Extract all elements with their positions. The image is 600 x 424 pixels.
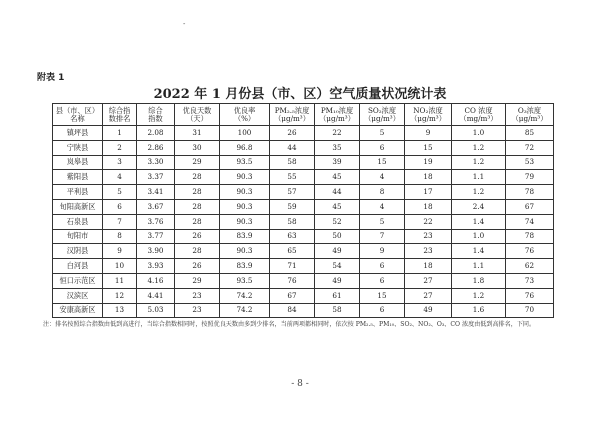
table-cell: 71	[270, 259, 315, 274]
table-cell: 53	[506, 155, 554, 170]
table-cell: 19	[405, 155, 452, 170]
table-cell: 50	[315, 229, 360, 244]
table-cell: 63	[270, 229, 315, 244]
table-cell: 67	[270, 288, 315, 303]
table-cell: 23	[175, 303, 220, 318]
table-cell: 23	[405, 229, 452, 244]
table-cell: 26	[175, 259, 220, 274]
column-header	[103, 104, 137, 126]
table-cell: 28	[175, 244, 220, 259]
table-cell: 13	[103, 303, 137, 318]
table-cell: 6	[103, 199, 137, 214]
table-cell: 1.2	[452, 185, 506, 200]
table-cell: 62	[506, 259, 554, 274]
column-header-line2: （μg/m³）	[274, 113, 310, 123]
column-header-line1: NO₂浓度	[413, 105, 443, 115]
table-cell: 3.93	[137, 259, 175, 274]
table-cell: 2.4	[452, 199, 506, 214]
table-cell: 28	[175, 199, 220, 214]
table-cell: 26	[270, 126, 315, 141]
table-cell: 6	[360, 273, 405, 288]
table-cell: 3.37	[137, 170, 175, 185]
table-row	[53, 288, 554, 303]
table-cell: 45	[315, 170, 360, 185]
air-quality-table	[52, 103, 554, 318]
column-header-line2: （%）	[233, 113, 256, 123]
county-name-cell: 白河县	[53, 259, 103, 274]
table-cell: 1.1	[452, 170, 506, 185]
column-header-line2: （μg/m³）	[364, 113, 400, 123]
column-header-line2: 指数	[148, 113, 163, 123]
table-cell: 15	[360, 155, 405, 170]
table-cell: 8	[103, 229, 137, 244]
table-cell: 49	[315, 273, 360, 288]
table-cell: 58	[270, 155, 315, 170]
table-cell: 1.2	[452, 288, 506, 303]
table-cell: 10	[103, 259, 137, 274]
table-cell: 9	[103, 244, 137, 259]
table-cell: 74.2	[220, 303, 270, 318]
column-header-line1: PM₁₀浓度	[320, 105, 354, 115]
table-cell: 76	[506, 288, 554, 303]
column-header-line1: CO 浓度	[464, 105, 493, 115]
table-row	[53, 185, 554, 200]
table-cell: 27	[405, 288, 452, 303]
county-name-cell: 平利县	[53, 185, 103, 200]
table-cell: 30	[175, 140, 220, 155]
county-name-cell: 镇坪县	[53, 126, 103, 141]
table-row	[53, 199, 554, 214]
table-cell: 85	[506, 126, 554, 141]
table-cell: 4.16	[137, 273, 175, 288]
table-cell: 76	[270, 273, 315, 288]
table-cell: 15	[360, 288, 405, 303]
table-cell: 90.3	[220, 199, 270, 214]
table-row	[53, 259, 554, 274]
footnote: 注：排名按照综合指数由低到高进行，当综合指数相同时，按照优良天数由多到少排名，当前两项都相同时，依次按 PM₂.₅、PM₁₀、SO₂、NO₂、O₃、CO 浓度由低到高排名，下同。	[43, 321, 536, 328]
column-header	[220, 104, 270, 126]
table-cell: 23	[175, 288, 220, 303]
table-cell: 3.67	[137, 199, 175, 214]
column-header	[452, 104, 506, 126]
table-cell: 2.86	[137, 140, 175, 155]
county-name-cell: 石泉县	[53, 214, 103, 229]
table-cell: 44	[315, 185, 360, 200]
county-name-cell: 恒口示范区	[53, 273, 103, 288]
table-cell: 90.3	[220, 244, 270, 259]
table-cell: 73	[506, 273, 554, 288]
table-cell: 4	[360, 199, 405, 214]
table-cell: 4.41	[137, 288, 175, 303]
table-cell: 5	[360, 126, 405, 141]
county-name-cell: 旬阳高新区	[53, 199, 103, 214]
table-cell: 100	[220, 126, 270, 141]
table-row	[53, 126, 554, 141]
table-cell: 18	[405, 199, 452, 214]
table-cell: 54	[315, 259, 360, 274]
table-cell: 90.3	[220, 214, 270, 229]
page-number: - 8 -	[291, 379, 309, 389]
table-cell: 3.76	[137, 214, 175, 229]
table-cell: 39	[315, 155, 360, 170]
table-cell: 5	[360, 214, 405, 229]
table-cell: 83.9	[220, 229, 270, 244]
table-cell: 84	[270, 303, 315, 318]
column-header	[175, 104, 220, 126]
table-cell: 72	[506, 140, 554, 155]
column-header-line2: （μg/m³）	[511, 113, 548, 123]
table-cell: 23	[405, 244, 452, 259]
table-body	[53, 126, 554, 318]
table-cell: 58	[270, 214, 315, 229]
table-cell: 58	[315, 303, 360, 318]
county-name-cell: 岚皋县	[53, 155, 103, 170]
county-name-cell: 旬阳市	[53, 229, 103, 244]
column-header-line2: 数排名	[108, 113, 131, 123]
table-cell: 49	[315, 244, 360, 259]
column-header	[270, 104, 315, 126]
table-row	[53, 229, 554, 244]
column-header	[360, 104, 405, 126]
table-cell: 78	[506, 229, 554, 244]
header-row	[53, 104, 554, 126]
table-cell: 35	[315, 140, 360, 155]
county-name-cell: 汉阴县	[53, 244, 103, 259]
table-cell: 5	[103, 185, 137, 200]
table-cell: 83.9	[220, 259, 270, 274]
table-cell: 18	[405, 259, 452, 274]
county-name-cell: 紫阳县	[53, 170, 103, 185]
column-header-line2: （mg/m³）	[459, 113, 498, 123]
table-cell: 70	[506, 303, 554, 318]
table-cell: 1.0	[452, 126, 506, 141]
table-cell: 57	[270, 185, 315, 200]
table-row	[53, 303, 554, 318]
table-cell: 1.8	[452, 273, 506, 288]
table-cell: 3.41	[137, 185, 175, 200]
column-header-line1: 优良天数	[182, 105, 212, 115]
county-name-cell: 宁陕县	[53, 140, 103, 155]
table-cell: 2	[103, 140, 137, 155]
table-cell: 3.77	[137, 229, 175, 244]
column-header-line1: 优良率	[233, 105, 256, 115]
table-cell: 1.2	[452, 155, 506, 170]
table-cell: 11	[103, 273, 137, 288]
table-cell: 93.5	[220, 273, 270, 288]
table-cell: 45	[315, 199, 360, 214]
column-header	[506, 104, 554, 126]
table-cell: 15	[405, 140, 452, 155]
table-cell: 27	[405, 273, 452, 288]
column-header-line1: PM₂.₅浓度	[274, 105, 310, 115]
table-cell: 7	[103, 214, 137, 229]
table-cell: 2.08	[137, 126, 175, 141]
column-header-line1: 县（市、区）	[55, 105, 100, 115]
table-cell: 55	[270, 170, 315, 185]
table-cell: 65	[270, 244, 315, 259]
table-cell: 76	[506, 244, 554, 259]
table-cell: 79	[506, 170, 554, 185]
appendix-label: 附表 1	[37, 73, 65, 83]
table-row	[53, 273, 554, 288]
table-cell: 1.1	[452, 259, 506, 274]
table-cell: 3	[103, 155, 137, 170]
table-cell: 1	[103, 126, 137, 141]
column-header-line1: O₃浓度	[517, 105, 542, 115]
table-cell: 1.4	[452, 244, 506, 259]
column-header-line2: （天）	[186, 113, 208, 123]
table-cell: 74.2	[220, 288, 270, 303]
table-cell: 52	[315, 214, 360, 229]
table-cell: 22	[315, 126, 360, 141]
table-cell: 5.03	[137, 303, 175, 318]
table-cell: 6	[360, 303, 405, 318]
table-row	[53, 214, 554, 229]
table-cell: 1.0	[452, 229, 506, 244]
table-cell: 78	[506, 185, 554, 200]
column-header-line2: （μg/m³）	[410, 113, 446, 123]
column-header-line2: （μg/m³）	[319, 113, 355, 123]
table-cell: 4	[103, 170, 137, 185]
column-header-line1: SO₂浓度	[367, 105, 397, 115]
table-cell: 31	[175, 126, 220, 141]
table-cell: 29	[175, 273, 220, 288]
table-cell: 26	[175, 229, 220, 244]
table-row	[53, 244, 554, 259]
table-row	[53, 170, 554, 185]
table-cell: 9	[405, 126, 452, 141]
header-mark: -	[183, 20, 186, 28]
table-cell: 90.3	[220, 170, 270, 185]
table-cell: 9	[360, 244, 405, 259]
table-cell: 1.6	[452, 303, 506, 318]
table-cell: 59	[270, 199, 315, 214]
table-cell: 61	[315, 288, 360, 303]
column-header	[137, 104, 175, 126]
county-name-cell: 安康高新区	[53, 303, 103, 318]
column-header-line2: 名称	[70, 113, 85, 123]
column-header	[405, 104, 452, 126]
table-cell: 12	[103, 288, 137, 303]
table-cell: 28	[175, 170, 220, 185]
table-cell: 74	[506, 214, 554, 229]
table-cell: 6	[360, 259, 405, 274]
table-cell: 49	[405, 303, 452, 318]
table-cell: 28	[175, 185, 220, 200]
table-cell: 29	[175, 155, 220, 170]
column-header-line1: 综合	[148, 105, 163, 115]
table-cell: 17	[405, 185, 452, 200]
table-cell: 8	[360, 185, 405, 200]
table-cell: 93.5	[220, 155, 270, 170]
column-header-line1: 综合指	[108, 105, 131, 115]
table-cell: 1.4	[452, 214, 506, 229]
table-cell: 3.90	[137, 244, 175, 259]
table-cell: 96.8	[220, 140, 270, 155]
table-cell: 18	[405, 170, 452, 185]
table-cell: 1.2	[452, 140, 506, 155]
county-name-cell: 汉滨区	[53, 288, 103, 303]
table-cell: 44	[270, 140, 315, 155]
table-cell: 6	[360, 140, 405, 155]
table-cell: 3.30	[137, 155, 175, 170]
table-cell: 67	[506, 199, 554, 214]
table-cell: 90.3	[220, 185, 270, 200]
table-cell: 4	[360, 170, 405, 185]
column-header	[53, 104, 103, 126]
table-row	[53, 155, 554, 170]
column-header	[315, 104, 360, 126]
table-cell: 22	[405, 214, 452, 229]
table-cell: 28	[175, 214, 220, 229]
table-title: 2022 年 1 月份县（市、区）空气质量状况统计表	[153, 87, 447, 102]
table-row	[53, 140, 554, 155]
table-cell: 7	[360, 229, 405, 244]
